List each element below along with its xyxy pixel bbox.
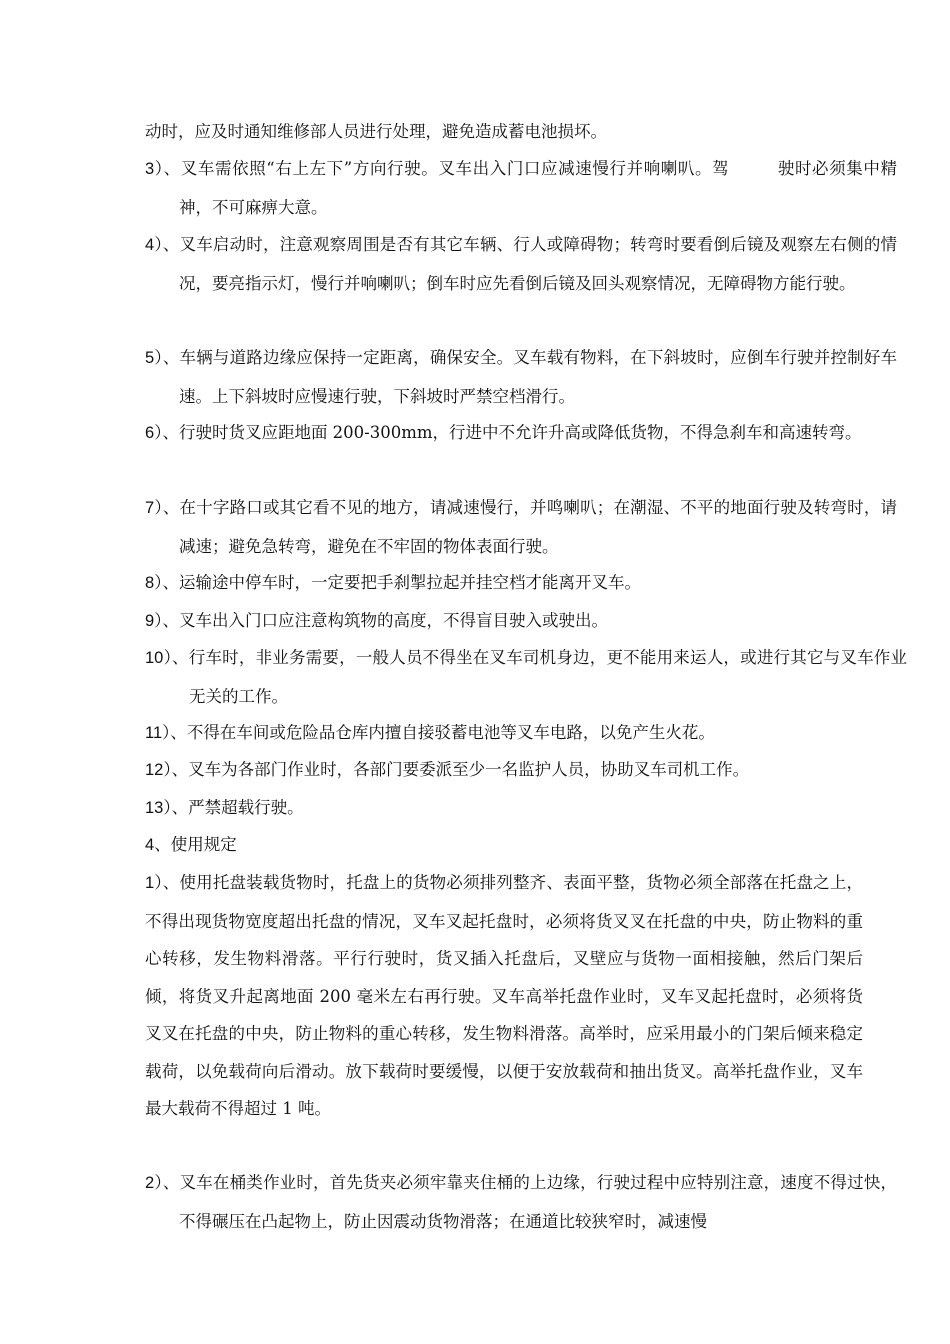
item-number: 12: [145, 761, 164, 779]
list-item-9: [145, 602, 897, 641]
item-text: 不得在车间或危险品仓库内擅自接驳蓄电池等叉车电路，以免产生火花。: [186, 723, 715, 742]
item-separator: ）、: [154, 573, 179, 592]
item-separator: ）、: [154, 235, 180, 254]
item-text: 叉车需依照“右上左下”方向行驶。叉车出入门口应减速慢行并响喇叭。驾: [180, 159, 730, 178]
list-item-13: [145, 789, 907, 828]
list-item-5: [145, 339, 897, 415]
rule-2: [145, 1164, 897, 1240]
item-separator: ）、: [154, 611, 179, 630]
section-title: 使用规定: [170, 835, 237, 854]
item-number: 5: [145, 349, 155, 367]
list-item-8: [145, 564, 897, 603]
rule-number: 2: [145, 1174, 155, 1192]
list-item-11: [145, 714, 907, 753]
paragraph-text: 动时，应及时通知维修部人员进行处理，避免造成蓄电池损坏。: [145, 122, 607, 141]
item-separator: ）、: [154, 423, 179, 442]
section-number: 4: [145, 836, 155, 854]
item-number: 7: [145, 499, 155, 517]
item-text: 行驶时货叉应距地面 200-300mm，行进中不允许升高或降低货物，不得急刹车和高速转弯。: [178, 423, 862, 442]
item-number: 13: [145, 799, 164, 817]
list-item-6: [145, 414, 897, 453]
item-separator: ）、: [162, 723, 187, 742]
item-number: 10: [145, 649, 164, 667]
item-separator: ）、: [154, 159, 181, 178]
item-text: 严禁超载行驶。: [188, 798, 304, 817]
paragraph-continuation: [145, 113, 863, 151]
list-item-7: [145, 489, 897, 565]
item-separator: ）、: [163, 760, 189, 779]
rule-1: [145, 864, 863, 1128]
list-item-12: [145, 751, 907, 790]
rule-separator: ）、: [154, 873, 180, 892]
rule-number: 1: [145, 874, 155, 892]
item-number: 4: [145, 236, 155, 254]
item-separator: ）、: [154, 348, 180, 367]
item-text: 叉车出入门口应注意构筑物的高度，不得盲目驶入或驶出。: [178, 611, 608, 630]
item-text: 叉车为各部门作业时，各部门要委派至少一名监护人员，协助叉车司机工作。: [188, 760, 750, 779]
list-item-4: [145, 226, 897, 302]
section-heading: [145, 826, 863, 865]
item-number: 8: [145, 574, 155, 592]
item-separator: ）、: [163, 798, 189, 817]
list-item-3: [145, 150, 897, 226]
rule-separator: ）、: [154, 1173, 180, 1192]
item-number: 11: [145, 724, 163, 742]
item-text: 运输途中停车时，一定要把手刹掣拉起并挂空档才能离开叉车。: [178, 573, 641, 592]
item-number: 6: [145, 424, 155, 442]
item-number: 9: [145, 612, 155, 630]
list-item-10: [145, 639, 907, 715]
item-text-continued: 驶时必须集中精神，不可麻痹大意。: [179, 159, 897, 217]
section-separator: 、: [154, 835, 171, 854]
item-separator: ）、: [154, 498, 180, 517]
item-text: 行车时，非业务需要，一般人员不得坐在叉车司机身边，更不能用来运人，或进行其它与叉车作业无关的工作。: [188, 648, 908, 706]
item-number: 3: [145, 160, 155, 178]
item-text: 车辆与道路边缘应保持一定距离，确保安全。叉车载有物料，在下斜坡时，应倒车行驶并控制好车速。上下斜坡时应慢速行驶，下斜坡时严禁空档滑行。: [179, 348, 898, 406]
rule-text: 叉车在桶类作业时，首先货夹必须牢靠夹住桶的上边缘，行驶过程中应特别注意，速度不得过快，不得碾压在凸起物上，防止因震动货物滑落；在通道比较狭窄时，减速慢: [179, 1173, 898, 1231]
item-separator: ）、: [163, 648, 189, 667]
rule-text: 使用托盘装载货物时，托盘上的货物必须排列整齐、表面平整，货物必须全部落在托盘之上，不得出现货物宽度超出托盘的情况，叉车叉起托盘时，必须将货叉叉在托盘的中央，防止物料的重心转移，发生物料滑落。平行行驶时，货叉插入托盘后，叉壁应与货物一面相接触，然后门架后倾，将货叉升起离地面 200 毫米左右再行驶。叉车高举托盘作业时，叉车叉起托盘时，必须将货叉叉在托盘的中央，防止物料的重心转移，发生物料滑落。高举时，应采用最小的门架后倾来稳定载荷，以免载荷向后滑动。放下载荷时要缓慢，以便于安放载荷和抽出货叉。高举托盘作业，叉车最大载荷不得超过 1 吨。: [145, 873, 864, 1118]
item-text: 叉车启动时，注意观察周围是否有其它车辆、行人或障碍物；转弯时要看倒后镜及观察左右侧的情况，要亮指示灯，慢行并响喇叭；倒车时应先看倒后镜及回头观察情况，无障碍物方能行驶。: [179, 235, 898, 293]
item-text: 在十字路口或其它看不见的地方，请减速慢行，并鸣喇叭；在潮湿、不平的地面行驶及转弯时，请减速；避免急转弯，避免在不牢固的物体表面行驶。: [179, 498, 898, 556]
